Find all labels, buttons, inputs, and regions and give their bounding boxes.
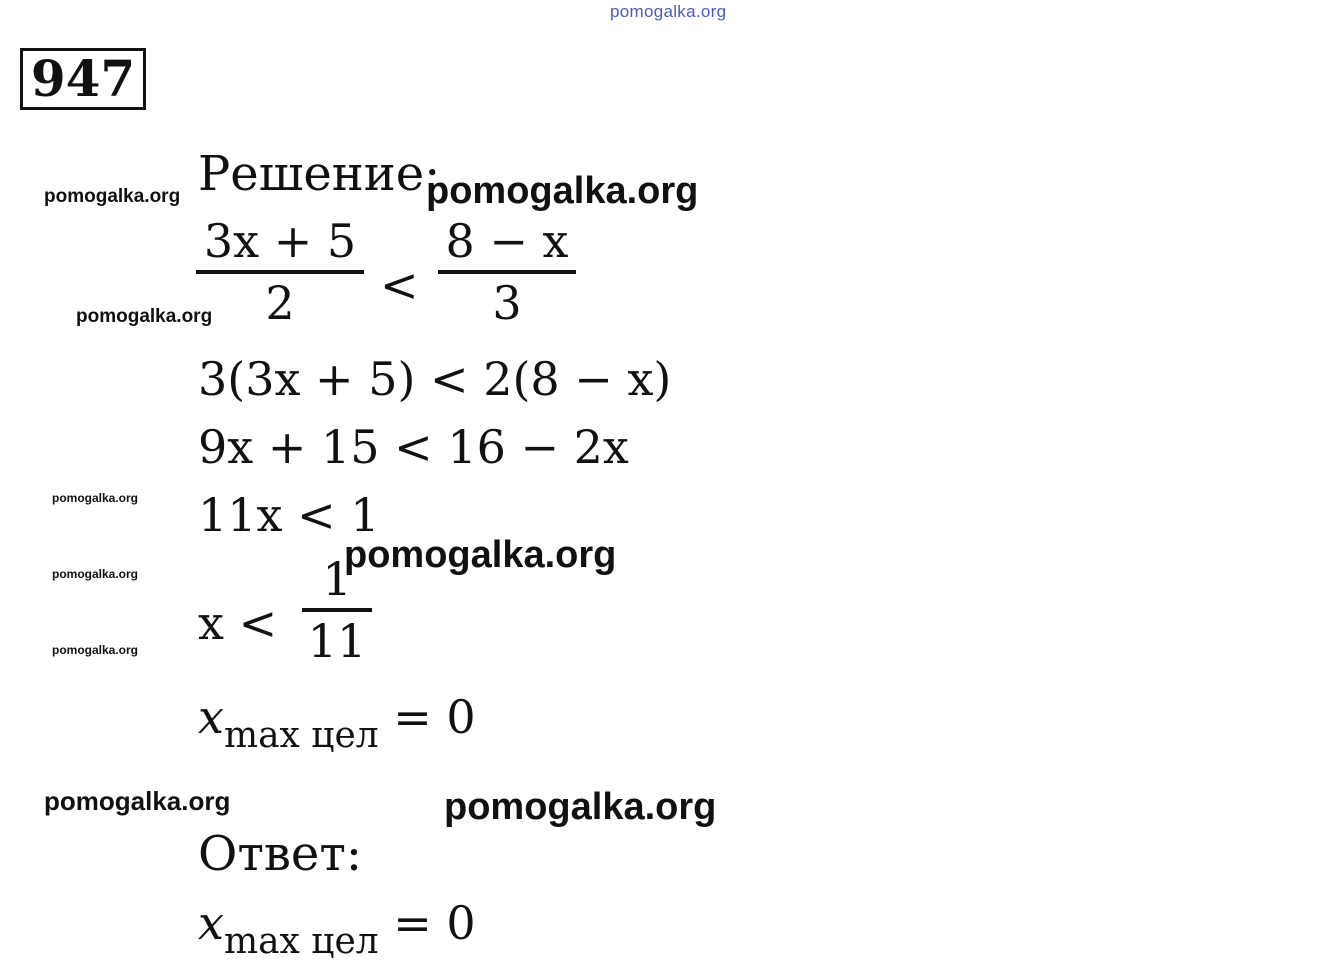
variable: x — [198, 896, 224, 950]
fraction-right-numerator: 8 − x — [445, 214, 569, 268]
watermark: pomogalka.org — [52, 567, 139, 581]
watermark: pomogalka.org — [44, 186, 181, 207]
inequality-sign: < — [380, 258, 419, 312]
watermark: pomogalka.org — [444, 786, 717, 828]
variable: x — [198, 690, 224, 744]
watermark: pomogalka.org — [344, 534, 617, 576]
subscript: max цел — [223, 921, 379, 962]
fraction-bar — [438, 270, 576, 274]
fraction-bar — [302, 608, 372, 612]
problem-number: 947 — [20, 48, 146, 110]
equals-value: = 0 — [393, 896, 476, 950]
watermark: pomogalka.org — [52, 643, 139, 657]
answer-value — [198, 896, 476, 962]
fraction-result — [302, 552, 372, 668]
step-simplify: 11x < 1 — [198, 488, 380, 542]
step-expand: 3(3x + 5) < 2(8 − x) — [198, 352, 672, 406]
watermark: pomogalka.org — [52, 491, 139, 505]
fraction-right — [438, 214, 576, 330]
watermark-top: pomogalka.org — [610, 2, 727, 21]
fraction-left — [196, 214, 364, 330]
fraction-result-numerator: 1 — [322, 552, 352, 606]
solution-heading: Решение: — [198, 146, 441, 202]
fraction-right-denominator: 3 — [492, 276, 522, 330]
step-distribute: 9x + 15 < 16 − 2x — [198, 420, 629, 474]
fraction-bar — [196, 270, 364, 274]
subscript: max цел — [223, 715, 379, 756]
equals-value: = 0 — [393, 690, 476, 744]
step-solution-lhs: x < — [198, 596, 278, 650]
watermark: pomogalka.org — [426, 170, 699, 212]
watermark: pomogalka.org — [44, 786, 231, 816]
answer-heading: Ответ: — [198, 826, 363, 882]
watermark: pomogalka.org — [76, 306, 213, 327]
fraction-left-numerator: 3x + 5 — [203, 214, 357, 268]
step-max-integer — [198, 690, 476, 756]
fraction-left-denominator: 2 — [265, 276, 295, 330]
fraction-result-denominator: 11 — [307, 614, 367, 668]
